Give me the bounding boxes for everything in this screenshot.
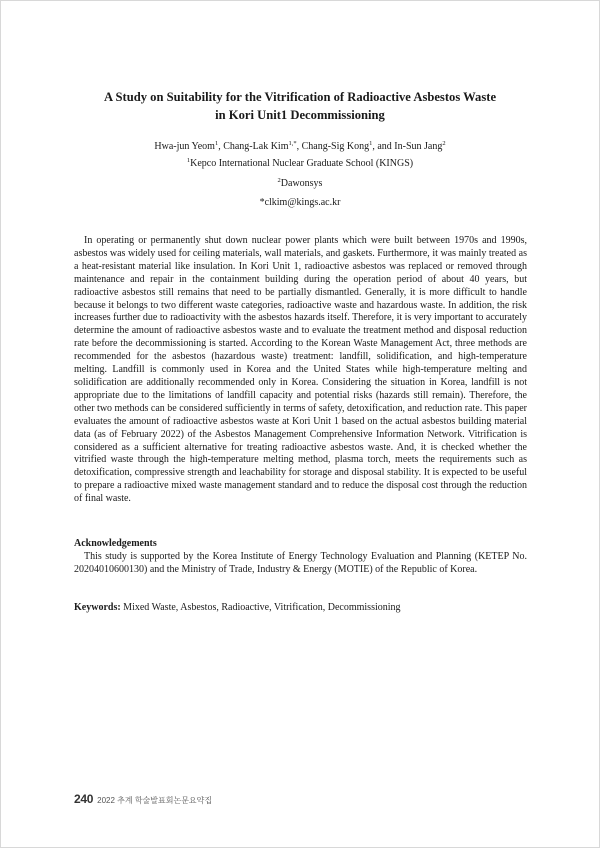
corresponding-email: *clkim@kings.ac.kr	[259, 197, 341, 208]
page-footer	[74, 790, 212, 808]
affiliation-1	[60, 157, 540, 170]
author-list	[60, 140, 540, 153]
author-sep: ,	[296, 141, 302, 152]
author-sup: 1	[214, 140, 219, 147]
affiliation-text: Kepco International Nuclear Graduate School (KINGS)	[190, 158, 414, 169]
author-sup: 2	[442, 140, 446, 147]
title-line-2: in Kori Unit1 Decommissioning	[215, 108, 385, 122]
keywords-label: Keywords:	[74, 602, 121, 613]
author-name: Chang-Sig Kong	[301, 141, 370, 152]
paper-title	[60, 88, 540, 124]
author-sup: 1	[369, 140, 373, 147]
abstract-text: In operating or permanently shut down nuclear power plants which were built between 1970s and 1990s, asbestos was widely used for ceiling materials, wall materials, and gaskets. Furthermore, it was mainly treated as a heat-resistant material like insulation. In Kori Unit 1, radioactive asbestos was replaced or removed through maintenance and repair in the containment building during the operation period of about 40 years, but radioactive asbestos still remains that need to be partially dismantled. Generally, it is more difficult to handle because it belongs to two different waste categories, radioactive waste and hazardous waste. In addition, the risk increases further due to radioactivity with the asbestos hazards itself. Therefore, it is very important to accurately determine the amount of radioactive asbestos waste and to evaluate the treatment method and disposal reduction rate before the decommissioning is started. According to the Korean Waste Management Act, three methods are recommended for the asbestos (hazardous waste) treatment: landfill, solidification, and high-temperature melting. Landfill is commonly used in Korea and the United States while high-temperature melting and solidification are additionally recommended only in Korea. Considering the situation in Korea, landfill is not appropriate due to the limitations of landfill capacity and potential risks (hazards still remain). Therefore, the other two methods can be considered sufficiently in terms of safety, detoxification, and reduction rate. This paper evaluates the amount of radioactive asbestos waste at Kori Unit 1 based on the actual asbestos building material data (as of February 2022) of the Asbestos Management Comprehensive Information Network. Vitrification is considered as a sufficient alternative for treating radioactive asbestos waste. And, it is checked whether the vitrified waste through the high-temperature melting method, plasma torch, meets the requirements such as detoxification, compressive strength and leachability for storage and disposal stability. It is expected to be useful to prepare a radioactive mixed waste management standard and to reduce the disposal cost through the reduction of final waste.	[74, 235, 528, 505]
keywords	[74, 601, 527, 614]
author-name: In-Sun Jang	[394, 141, 443, 152]
author-sep: ,	[218, 141, 224, 152]
author-name: Hwa-jun Yeom	[154, 141, 215, 152]
author-sep: , and	[372, 141, 395, 152]
page-number: 240	[74, 792, 94, 806]
affiliation-text: Dawonsys	[280, 178, 323, 189]
affiliation-sup: 2	[277, 177, 281, 184]
acknowledgements-text: This study is supported by the Korea Institute of Energy Technology Evaluation and Planning (KETEP No. 20204010600130) and the Ministry of Trade, Industry & Energy (MOTIE) of the Republic of Korea.	[74, 551, 527, 575]
title-line-1: A Study on Suitability for the Vitrification of Radioactive Asbestos Waste	[103, 90, 497, 104]
affiliation-2	[60, 177, 540, 190]
acknowledgements-heading: Acknowledgements	[74, 538, 157, 549]
author-name: Chang-Lak Kim	[223, 141, 289, 152]
affiliation-sup: 1	[186, 157, 191, 164]
keywords-list: Mixed Waste, Asbestos, Radioactive, Vitrification, Decommissioning	[120, 602, 401, 613]
journal-name: 2022 추계 학술발표회논문요약집	[97, 796, 213, 805]
author-sup: 1,*	[288, 140, 297, 147]
